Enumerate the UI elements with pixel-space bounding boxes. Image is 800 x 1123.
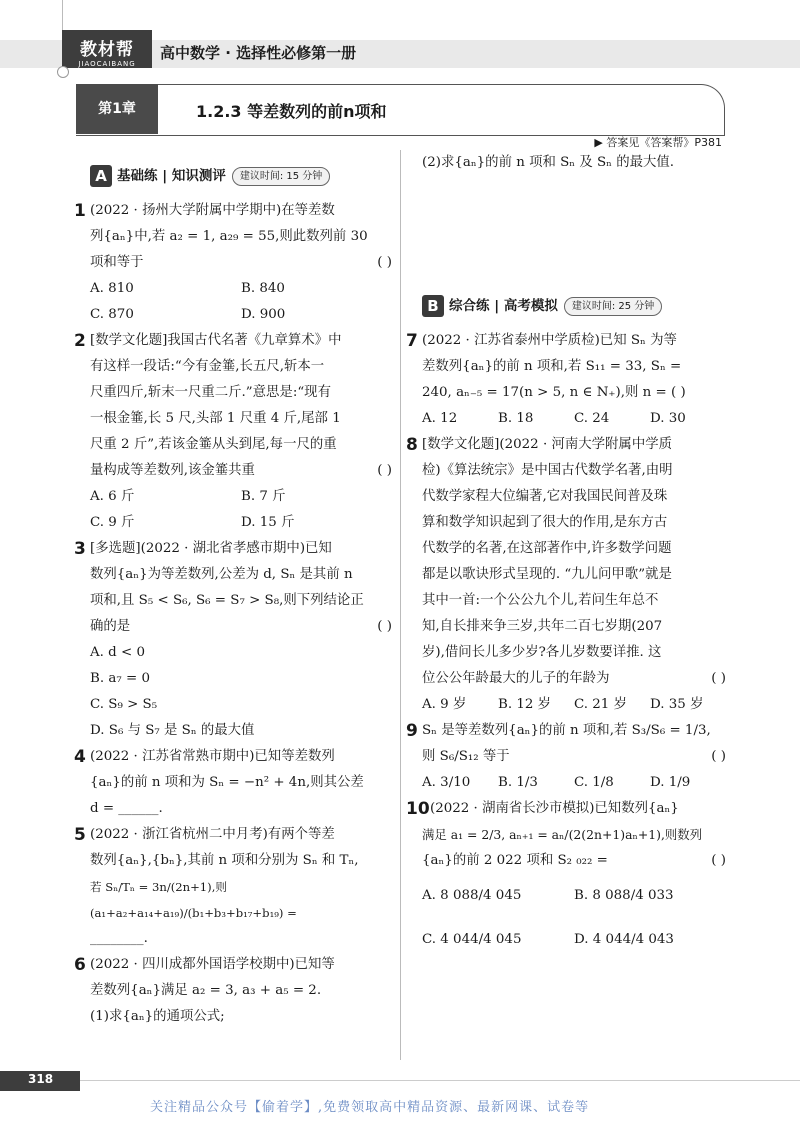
question-line: {aₙ}的前 n 项和为 Sₙ = −n² + 4n,则其公差 — [90, 775, 364, 790]
option-d: D. 30 — [650, 411, 686, 426]
question-line: 240, aₙ₋₅ = 17(n > 5, n ∈ N₊),则 n = ( ) — [422, 385, 686, 400]
option-a: A. 12 — [422, 411, 458, 426]
options-row — [76, 510, 392, 536]
option-a: A. 9 岁 — [422, 697, 467, 712]
question-number: 8 — [406, 435, 418, 455]
question-line: 其中一首:一个公公九个儿,若问生年总不 — [422, 593, 659, 608]
answer-space — [408, 176, 726, 280]
question-line: 数列{aₙ},{bₙ},其前 n 项和分别为 Sₙ 和 Tₙ, — [90, 853, 359, 868]
question-line: [数学文化题](2022 · 河南大学附属中学质 — [422, 437, 672, 452]
answer-paren: ( ) — [711, 749, 726, 764]
answer-reference: ▶ 答案见《答案帮》P381 — [594, 136, 722, 149]
question-line: (1)求{aₙ}的通项公式; — [90, 1009, 225, 1024]
question-number: 10 — [406, 799, 430, 819]
question-line: (2022 · 浙江省杭州二中月考)有两个等差 — [90, 827, 335, 842]
question-line-text: {aₙ}的前 2 022 项和 S₂ ₀₂₂ = — [422, 853, 608, 868]
options-row — [408, 770, 726, 796]
question-number: 7 — [406, 331, 418, 351]
option-d: D. 4 044/4 043 — [574, 932, 674, 947]
option-b: B. 840 — [241, 281, 285, 296]
section-b-name: 综合练 | 高考模拟 — [449, 298, 558, 314]
question-line: 项和,且 S₅ < S₆, S₆ = S₇ > S₈,则下列结论正 — [90, 593, 364, 608]
question-line — [422, 744, 726, 770]
question-line-text: 位公公年龄最大的儿子的年龄为 — [422, 671, 610, 686]
question-line: [多选题](2022 · 湖北省孝感市期中)已知 — [90, 541, 332, 556]
question-line — [90, 614, 392, 640]
section-title: 1.2.3 等差数列的前n项和 — [196, 102, 387, 121]
question-7 — [408, 328, 726, 406]
brand-pinyin: JIAOCAIBANG — [78, 60, 136, 68]
question-6 — [76, 952, 392, 1030]
option-c: C. 4 044/4 045 — [422, 932, 522, 947]
section-b-time: 建议时间: 25 分钟 — [564, 297, 662, 316]
answer-paren: ( ) — [377, 619, 392, 634]
question-number: 2 — [74, 331, 86, 351]
option-c: C. S₉ > S₅ — [90, 697, 158, 712]
section-a-time: 建议时间: 15 分钟 — [232, 167, 330, 186]
options-row — [408, 406, 726, 432]
option-b: B. a₇ = 0 — [90, 671, 150, 686]
question-line: 列{aₙ}中,若 a₂ = 1, a₂₉ = 55,则此数列前 30 — [90, 229, 368, 244]
left-column — [76, 150, 392, 1030]
question-line: [数学文化题]我国古代名著《九章算术》中 — [90, 333, 342, 348]
question-line: d = ______. — [90, 801, 163, 816]
question-4 — [76, 744, 392, 822]
question-line — [90, 458, 392, 484]
question-1 — [76, 198, 392, 276]
option-b: B. 18 — [498, 411, 534, 426]
column-divider — [400, 150, 401, 1060]
options-row — [408, 692, 726, 718]
option-c: C. 24 — [574, 411, 610, 426]
option-d: D. 35 岁 — [650, 697, 704, 712]
question-line: (2022 · 扬州大学附属中学期中)在等差数 — [90, 203, 335, 218]
question-line-text: 确的是 — [90, 619, 131, 634]
chapter-tag: 第1章 — [76, 84, 158, 134]
question-line: (2)求{aₙ}的前 n 项和 Sₙ 及 Sₙ 的最大值. — [422, 155, 675, 170]
footer-line — [80, 1080, 800, 1081]
question-line: 差数列{aₙ}满足 a₂ = 3, a₃ + a₅ = 2. — [90, 983, 322, 998]
option-b: B. 1/3 — [498, 775, 538, 790]
question-number: 6 — [74, 955, 86, 975]
answer-paren: ( ) — [377, 255, 392, 270]
options-row — [76, 302, 392, 328]
question-line: 知,自长排来争三岁,共年二百七岁期(207 — [422, 619, 663, 634]
options-row — [76, 484, 392, 510]
question-9 — [408, 718, 726, 770]
question-line: Sₙ 是等差数列{aₙ}的前 n 项和,若 S₃/S₆ = 1/3, — [422, 723, 711, 738]
answer-paren: ( ) — [377, 463, 392, 478]
ring-dot-icon — [57, 66, 69, 78]
question-line — [422, 666, 726, 692]
question-number: 9 — [406, 721, 418, 741]
watermark-text: 关注精品公众号【偷着学】,免费领取高中精品资源、最新网课、试卷等 — [150, 1100, 590, 1115]
question-2 — [76, 328, 392, 484]
top-divider-line — [62, 0, 63, 30]
option-a: A. 810 — [90, 281, 134, 296]
question-line — [90, 250, 392, 276]
option-a: A. 8 088/4 045 — [422, 888, 522, 903]
question-line: 尺重 2 斤”,若该金箠从头到尾,每一尺的重 — [90, 437, 337, 452]
option-a: A. 6 斤 — [90, 489, 135, 504]
question-line: 一根金箠,长 5 尺,头部 1 尺重 4 斤,尾部 1 — [90, 411, 341, 426]
section-b-letter: B — [422, 295, 444, 317]
option-c: C. 9 斤 — [90, 515, 135, 530]
options-row — [76, 276, 392, 302]
options-row — [408, 918, 726, 962]
question-5 — [76, 822, 392, 952]
answer-paren: ( ) — [711, 853, 726, 868]
question-6-part-2 — [408, 150, 726, 176]
option-d: D. 1/9 — [650, 775, 691, 790]
question-number: 5 — [74, 825, 86, 845]
question-line: 算和数学知识起到了很大的作用,是东方古 — [422, 515, 668, 530]
question-line-text: 量构成等差数列,该金箠共重 — [90, 463, 255, 478]
section-a-letter: A — [90, 165, 112, 187]
page-number: 318 — [28, 1072, 54, 1086]
question-line: 都是以歌诀形式呈现的. “九儿问甲歌”就是 — [422, 567, 672, 582]
chapter-title-box — [76, 84, 725, 136]
section-b-header — [422, 294, 726, 318]
question-line: 代数学的名著,在这部著作中,许多数学问题 — [422, 541, 672, 556]
question-line: 满足 a₁ = 2/3, aₙ₊₁ = aₙ/(2(2n+1)aₙ+1),则数列 — [422, 827, 703, 842]
option-a: A. 3/10 — [422, 775, 471, 790]
option-d: D. 15 斤 — [241, 515, 295, 530]
question-number: 1 — [74, 201, 86, 221]
brand-logo — [62, 30, 152, 68]
question-line — [422, 848, 726, 874]
question-8 — [408, 432, 726, 692]
right-column — [408, 150, 726, 962]
question-line: 差数列{aₙ}的前 n 项和,若 S₁₁ = 33, Sₙ = — [422, 359, 682, 374]
question-line: 代数学家程大位编著,它对我国民间普及珠 — [422, 489, 668, 504]
question-line: 尺重四斤,斩末一尺重二斤.”意思是:“现有 — [90, 385, 331, 400]
question-3 — [76, 536, 392, 640]
answer-paren: ( ) — [711, 671, 726, 686]
option-d: D. S₆ 与 S₇ 是 Sₙ 的最大值 — [90, 723, 255, 738]
question-line: (2022 · 四川成都外国语学校期中)已知等 — [90, 957, 335, 972]
book-title: 高中数学 · 选择性必修第一册 — [160, 44, 357, 62]
question-number: 3 — [74, 539, 86, 559]
section-a-header — [90, 164, 392, 188]
question-line: (2022 · 江苏省常熟市期中)已知等差数列 — [90, 749, 335, 764]
question-line: 检)《算法统宗》是中国古代数学名著,由明 — [422, 463, 673, 478]
question-line: ________. — [90, 931, 148, 946]
option-a: A. d < 0 — [90, 645, 146, 660]
option-c: C. 21 岁 — [574, 697, 627, 712]
options-row — [408, 874, 726, 918]
question-line: (2022 · 湖南省长沙市模拟)已知数列{aₙ} — [430, 801, 679, 816]
question-10 — [408, 796, 726, 874]
option-b: B. 7 斤 — [241, 489, 286, 504]
option-b: B. 12 岁 — [498, 697, 552, 712]
option-b: B. 8 088/4 033 — [574, 888, 674, 903]
question-number: 4 — [74, 747, 86, 767]
question-line: 若 Sₙ/Tₙ = 3n/(2n+1),则 (a₁+a₂+a₁₄+a₁₉)/(b₁+b₃+b₁₇+b₁₉) = — [90, 880, 297, 920]
question-line: 数列{aₙ}为等差数列,公差为 d, Sₙ 是其前 n — [90, 567, 353, 582]
section-a-name: 基础练 | 知识测评 — [117, 168, 226, 184]
question-line-text: 则 S₆/S₁₂ 等于 — [422, 749, 510, 764]
question-line-text: 项和等于 — [90, 255, 144, 270]
question-line: 有这样一段话:“今有金箠,长五尺,斩本一 — [90, 359, 325, 374]
question-line: 岁),借问长儿多少岁?各儿岁数要详推. 这 — [422, 645, 662, 660]
option-c: C. 1/8 — [574, 775, 614, 790]
question-line: (2022 · 江苏省泰州中学质检)已知 Sₙ 为等 — [422, 333, 677, 348]
option-d: D. 900 — [241, 307, 286, 322]
brand-name: 教材帮 — [80, 40, 134, 60]
option-c: C. 870 — [90, 307, 134, 322]
